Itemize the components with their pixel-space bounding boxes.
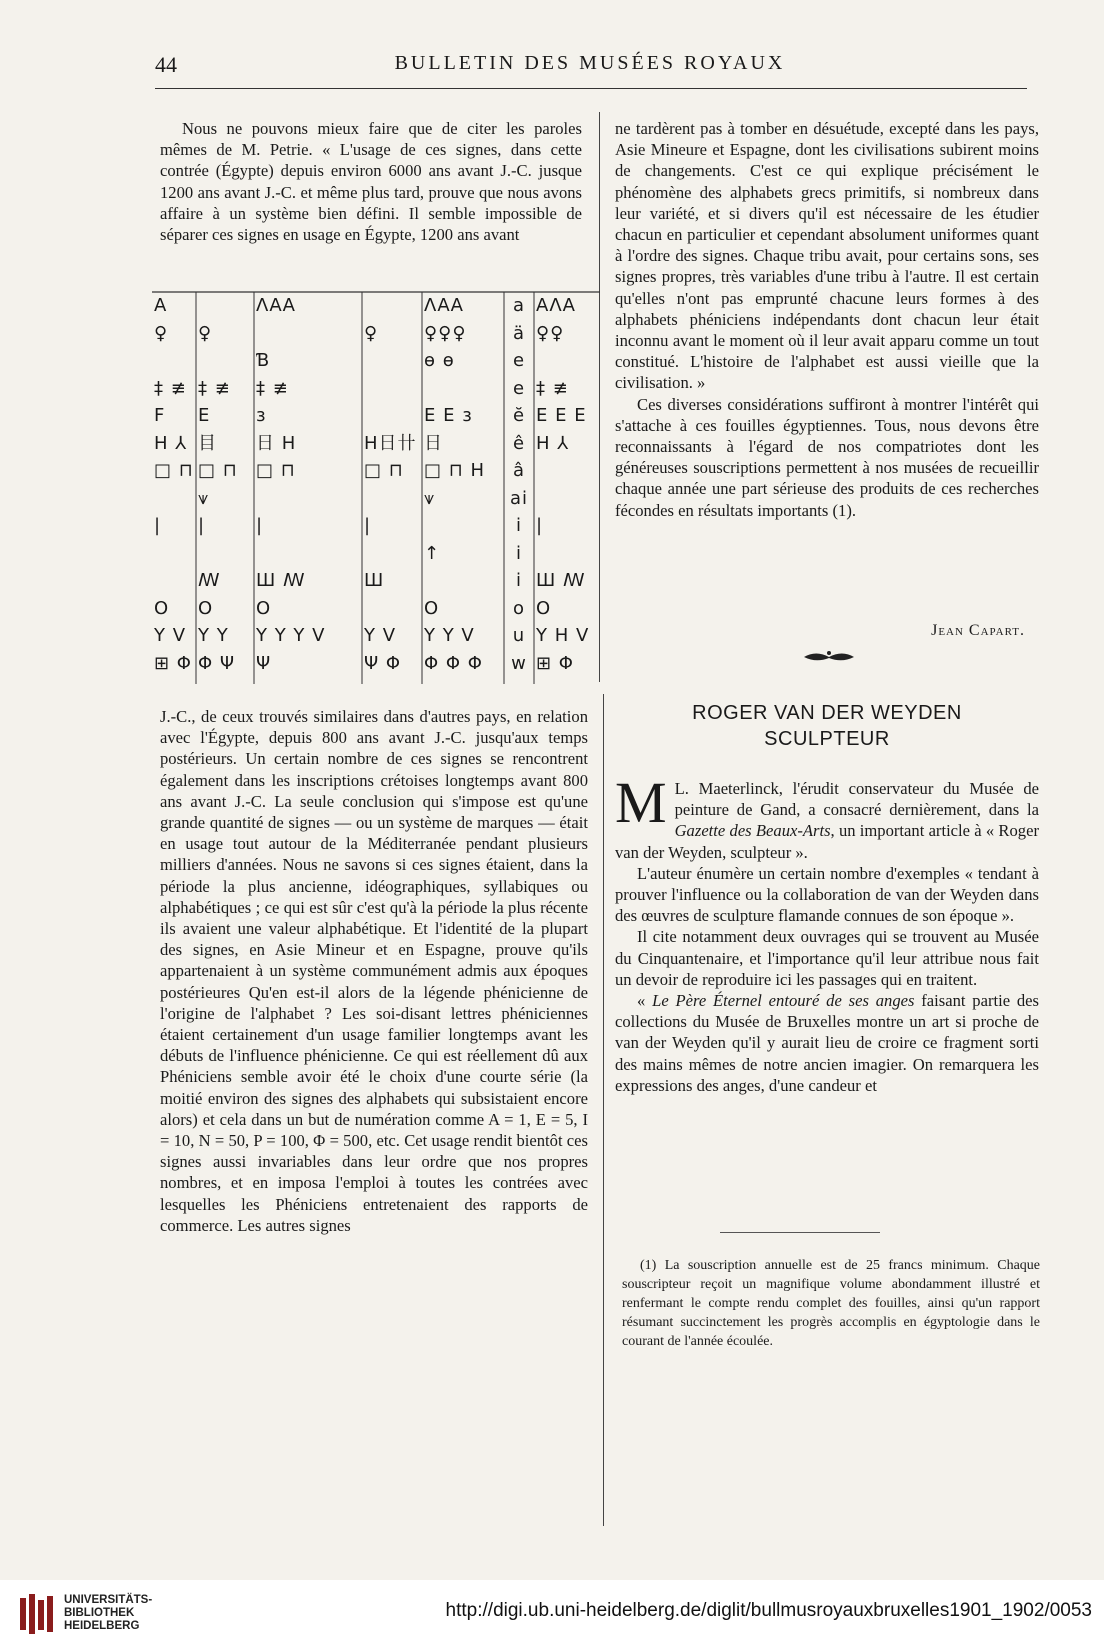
right-column-top [615, 118, 1039, 521]
sign-table-glyph: | [536, 515, 544, 536]
sign-table-glyph: ♀ [154, 322, 169, 344]
sign-table-glyph: O [154, 597, 170, 619]
sign-table-glyph: ⊞ Φ [536, 652, 574, 674]
sign-table-glyph: | [256, 515, 264, 536]
sign-table-letter: w [511, 652, 527, 674]
artwork-title: Le Père Éternel entouré de ses anges [652, 991, 915, 1011]
sign-table-glyph: Ψ [256, 652, 272, 674]
paragraph: M L. Maeterlinck, l'érudit conservateur du Musée de peinture de Gand, a consacré dernièrement, dans la Gazette des Beaux-Arts, un important article à « Roger van der Weyden, sculpteur ». [615, 770, 1039, 862]
sign-table-letter: e [512, 350, 526, 371]
sign-table-glyph: ⊞ Φ [154, 652, 192, 674]
sign-table-glyph: 日 [424, 432, 443, 454]
sign-table-glyph: Ш ꟿ [256, 570, 306, 591]
sign-table-glyph: ♀ [198, 322, 213, 344]
author-signature: Jean Capart. [931, 622, 1025, 639]
digitization-footer [0, 1580, 1104, 1646]
sign-table-glyph: □ ⊓ [198, 460, 238, 481]
sign-table-letter: ai [509, 487, 529, 509]
paragraph: « Le Père Éternel entouré de ses anges faisant partie des collections du Musée de Bruxelles montre un art si proche de van der Weyden qu'il y aurait lieu de croire ce fragment sorti des mains mêmes de notre ancien imagier. On remarquera les expressions des anges, d'une candeur et [615, 991, 1039, 1095]
sign-table-letter: e [512, 377, 526, 399]
sign-table-glyph: E E E [536, 405, 587, 426]
sign-table-glyph: | [154, 515, 162, 536]
running-title: BULLETIN DES MUSÉES ROYAUX [394, 52, 786, 74]
sign-table-glyph: Y V [154, 625, 187, 646]
page-number: 44 [155, 52, 177, 77]
article-heading [615, 700, 1039, 752]
left-column-bottom [160, 706, 588, 1236]
sign-table-glyph: O [536, 597, 552, 619]
sign-table-glyph: Y V [364, 625, 397, 646]
sign-table-glyph: O [198, 597, 214, 619]
footnote [622, 1256, 1040, 1351]
sign-table-glyph: ɵ ɵ [424, 350, 455, 371]
sign-table-glyph: O [256, 597, 272, 619]
fleuron-ornament-icon [802, 650, 856, 664]
sign-table-glyph: ⩛ [424, 487, 436, 509]
sign-table-letter: o [512, 597, 525, 619]
sign-table-letter: i [515, 515, 522, 536]
sign-table-glyph: Y H V [536, 625, 590, 646]
sign-table-glyph: Φ Φ Φ [424, 652, 483, 674]
sign-table-glyph: | [364, 515, 372, 536]
sign-table-glyph: E E ɜ [424, 405, 473, 426]
footnote-text: (1) La souscription annuelle est de 25 francs minimum. Chaque souscripteur reçoit un magnifique volume abondamment illustré et renfermant le compte rendu complet des fouilles, ainsi qu'un rapport résumant succinctement les progrès accomplis en égyptologie dans le courant de l'année écoulée. [622, 1258, 1040, 1349]
paragraph: ne tardèrent pas à tomber en désuétude, excepté dans les pays, Asie Mineure et Espagne, dont les civilisations subirent moins de changements. C'est ce qui explique précisément le phénomène des alphabets grecs primitifs, si nombreux dans leur variété, et si divers qu'il est nécessaire de les étudier chacun en particulier et cependant absolument uniformes quant à l'ordre des signes. Chaque tribu avait, pour certains sons, ses signes propres, très variables d'une tribu à l'autre. Il est certain qu'elles n'ont pas emprunté chacune leurs formes à des alphabets phéniciens indépendants dont chacun leur était inconnu avant le moment où il leur avait apparu comme un tout constitué. L'histoire de l'alphabet est aussi vieille que la civilisation. » [615, 119, 1039, 393]
drop-cap: M [615, 770, 667, 835]
journal-title: Gazette des Beaux-Arts [674, 821, 831, 841]
header-rule [155, 88, 1027, 89]
sign-table-glyph: ‡ ≢ [536, 377, 569, 399]
sign-table-glyph: ⩛ [198, 487, 210, 509]
sign-table-glyph: A [154, 295, 168, 316]
sign-table-glyph: Ɓ [256, 350, 271, 371]
sign-table-glyph: Ψ Φ [364, 652, 402, 674]
sign-table-glyph: ↑ [424, 542, 441, 564]
sign-table-glyph: | [198, 515, 206, 536]
sign-table-glyph: ‡ ≢ [154, 377, 187, 399]
sign-table-glyph: ♀♀♀ [424, 322, 467, 344]
heading-line: ROGER VAN DER WEYDEN [692, 702, 962, 724]
running-header [155, 52, 1025, 82]
sign-table [152, 291, 604, 684]
sign-table-glyph: Ш ꟿ [536, 570, 586, 591]
sign-table-glyph: ɜ [256, 405, 267, 426]
footnote-rule [720, 1232, 880, 1233]
sign-table-letter: â [512, 460, 526, 481]
sign-table-glyph: Φ Ψ [198, 652, 236, 674]
column-divider-bottom [603, 694, 604, 1526]
sign-table-letter: ä [512, 322, 526, 344]
sign-table-glyph: H ⅄ [536, 432, 570, 454]
paragraph: L'auteur énumère un certain nombre d'exemples « tendant à prouver l'influence ou la collaboration de van der Weyden dans des œuvres de sculpture flamande connues de son époque ». [615, 863, 1039, 926]
sign-table-glyph: ♀♀ [536, 322, 565, 344]
sign-table-letter: i [515, 570, 522, 591]
paragraph: Il cite notamment deux ouvrages qui se trouvent au Musée du Cinquantenaire, et l'importance qu'il leur attribue nous fait un devoir de reproduire ici les passages qui en traitent. [615, 927, 1039, 989]
sign-table-glyph: Y Y Y V [256, 625, 326, 646]
sign-table-glyph: ΑΛΑ [536, 295, 576, 316]
sign-table-glyph: E [198, 405, 211, 426]
sign-table-glyph: ꟿ [198, 570, 221, 591]
sign-table-glyph: 目 [198, 432, 217, 454]
sign-table-glyph: □ ⊓ H [424, 460, 486, 481]
sign-table-glyph: 日 H [256, 432, 297, 454]
heading-line: SCULPTEUR [764, 728, 890, 750]
sign-table-glyph: ♀ [364, 322, 379, 344]
sign-table-letter: a [512, 295, 526, 316]
sign-table-glyph: ‡ ≢ [256, 377, 289, 399]
sign-table-glyph: Y Y V [424, 625, 475, 646]
sign-table-glyph: □ ⊓ [154, 460, 194, 481]
sign-table-glyph: H ⅄ [154, 432, 188, 454]
sign-table-glyph: Y Y [198, 625, 229, 646]
paragraph: Nous ne pouvons mieux faire que de citer les paroles mêmes de M. Petrie. « L'usage de ces signes, dans cette contrée (Égypte) depuis environ 6000 ans avant J.-C. jusque 1200 ans avant J.-C. et même plus tard, prouve que nous avons affaire à un système bien défini. Il semble impossible de séparer ces signes en usage en Égypte, 1200 ans avant [160, 119, 582, 245]
library-name: UNIVERSITÄTS- BIBLIOTHEK HEIDELBERG [64, 1594, 153, 1632]
sign-table-letter: ĕ [512, 405, 526, 426]
sign-table-glyph: □ ⊓ [256, 460, 296, 481]
sign-table-glyph: ΛΑΑ [256, 295, 296, 316]
paragraph: Ces diverses considérations suffiront à montrer l'intérêt qui s'attache à ces fouilles égyptiennes. Tous, nous devons être reconnaissants à l'égard de nos compatriotes dont les généreuses souscriptions permettent à nos musées de recueillir chaque année une part sérieuse des produits de ces recherches fécondes en résultats importants (1). [615, 394, 1039, 520]
sign-table-letter: u [512, 625, 526, 646]
paragraph: J.-C., de ceux trouvés similaires dans d'autres pays, en relation avec l'Égypte, depuis 800 ans avant J.-C. jusqu'aux temps postérieurs. Un certain nombre de ces signes se rencontrent également dans les inscriptions crétoises longtemps avant 800 ans avant J.-C. La seule conclusion qui s'impose est qu'une grande quantité de signes — ou un système de marques — était en usage tout autour de la Méditerranée pendant plusieurs milliers d'années. Nous ne savons si ces signes étaient, dans la période la plus ancienne, idéographiques, syllabiques ou alphabétiques ; ce qui est sûr c'est qu'à la période la plus récente ils avaient une valeur alphabétique. Et l'identité de la plupart des signes, en Asie Mineur et en Espagne, prouve qu'ils appartenaient à un système communément admis aux époques postérieures Qu'en est-il alors de la légende phénicienne de l'origine de l'alphabet ? Les soi-disant lettres phéniciennes étaient certainement d'un usage familier longtemps avant les débuts de l'influence phénicienne. Ce qui est réellement dû aux Phéniciens semble avoir été le choix d'une courte série (la moitié environ des signes des alphabets qui subsistaient encore alors) et cela dans un but de numération comme A = 1, E = 5, I = 10, N = 50, P = 100, Φ = 500, etc. Cet usage rendit bientôt ces signes aussi invariables dans leur ordre que nos propres nombres, et en imposa l'emploi à toutes les contrées avec lesquelles les Phéniciens entretenaient des rapports de commerce. Les autres signes [160, 707, 588, 1235]
sign-table-cells [152, 291, 604, 684]
sign-table-glyph: O [424, 597, 440, 619]
sign-table-glyph: ΛΑΑ [424, 295, 464, 316]
sign-table-letter: i [515, 542, 522, 564]
sign-table-glyph: ‡ ≢ [198, 377, 231, 399]
left-column-top [160, 118, 582, 245]
university-library-logo-icon [18, 1592, 56, 1636]
article-body [615, 770, 1039, 1096]
sign-table-glyph: Ш [364, 570, 385, 591]
sign-table-glyph: F [154, 405, 166, 426]
sign-table-letter: ê [512, 432, 526, 454]
source-url-link[interactable]: http://digi.ub.uni-heidelberg.de/diglit/bullmusroyauxbruxelles1901_1902/0053 [445, 1600, 1092, 1621]
sign-table-glyph: H日卄 [364, 432, 417, 454]
sign-table-glyph: □ ⊓ [364, 460, 404, 481]
